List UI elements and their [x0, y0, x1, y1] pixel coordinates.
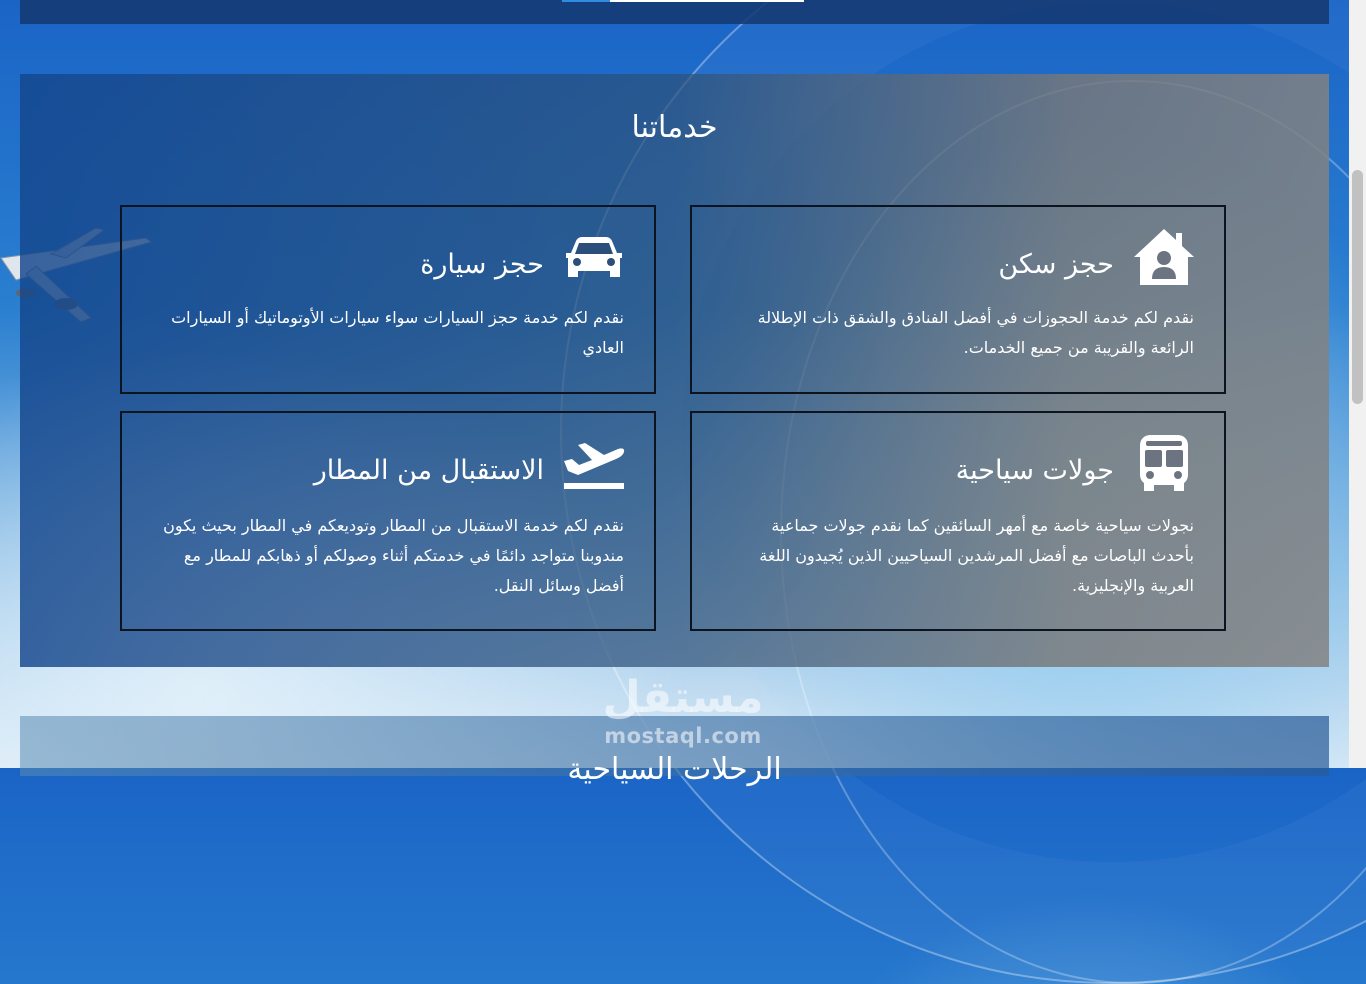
previous-section-bottom: [20, 0, 1329, 24]
service-card-car: [120, 205, 656, 394]
service-card-tours: [690, 411, 1226, 631]
car-icon: [562, 225, 626, 289]
card-title: الاستقبال من المطار: [313, 454, 544, 486]
card-text: نجولات سياحية خاصة مع أمهر السائقين كما نقدم جولات جماعية بأحدث الباصات مع أفضل المرشدين السياحيين الذين يُجيدون اللغة العربية والإنجليزية.: [759, 516, 1194, 595]
card-title: حجز سيارة: [420, 248, 544, 280]
card-text: نقدم لكم خدمة حجز السيارات سواء سيارات الأوتوماتيك أو السيارات العادي: [171, 308, 624, 357]
services-section: [20, 74, 1329, 667]
page-scrollbar[interactable]: [1349, 0, 1366, 768]
top-underline-accent: [562, 0, 610, 2]
watermark-url: mostaql.com: [604, 724, 762, 748]
card-text: نقدم لكم خدمة الحجوزات في أفضل الفنادق والشقق ذات الإطلالة الرائعة والقريبة من جميع الخدمات.: [757, 308, 1194, 357]
watermark-logo: مستقل: [602, 672, 764, 723]
service-card-airport: [120, 411, 656, 631]
tours-section-title: الرحلات السياحية: [567, 752, 782, 787]
service-card-housing: [690, 205, 1226, 394]
card-title: حجز سكن: [998, 248, 1114, 280]
section-title: خدماتنا: [631, 110, 718, 145]
bus-icon: [1132, 431, 1196, 495]
scrollbar-thumb[interactable]: [1352, 170, 1363, 404]
card-title: جولات سياحية: [955, 454, 1114, 486]
card-text: نقدم لكم خدمة الاستقبال من المطار وتوديعكم في المطار بحيث يكون مندوبنا متواجد دائمًا في خدمتكم أثناء وصولكم أو ذهابكم للمطار مع أفضل وسائل النقل.: [163, 516, 624, 595]
watermark: [598, 672, 768, 748]
plane-departure-icon: [562, 431, 626, 495]
house-user-icon: [1132, 225, 1196, 289]
